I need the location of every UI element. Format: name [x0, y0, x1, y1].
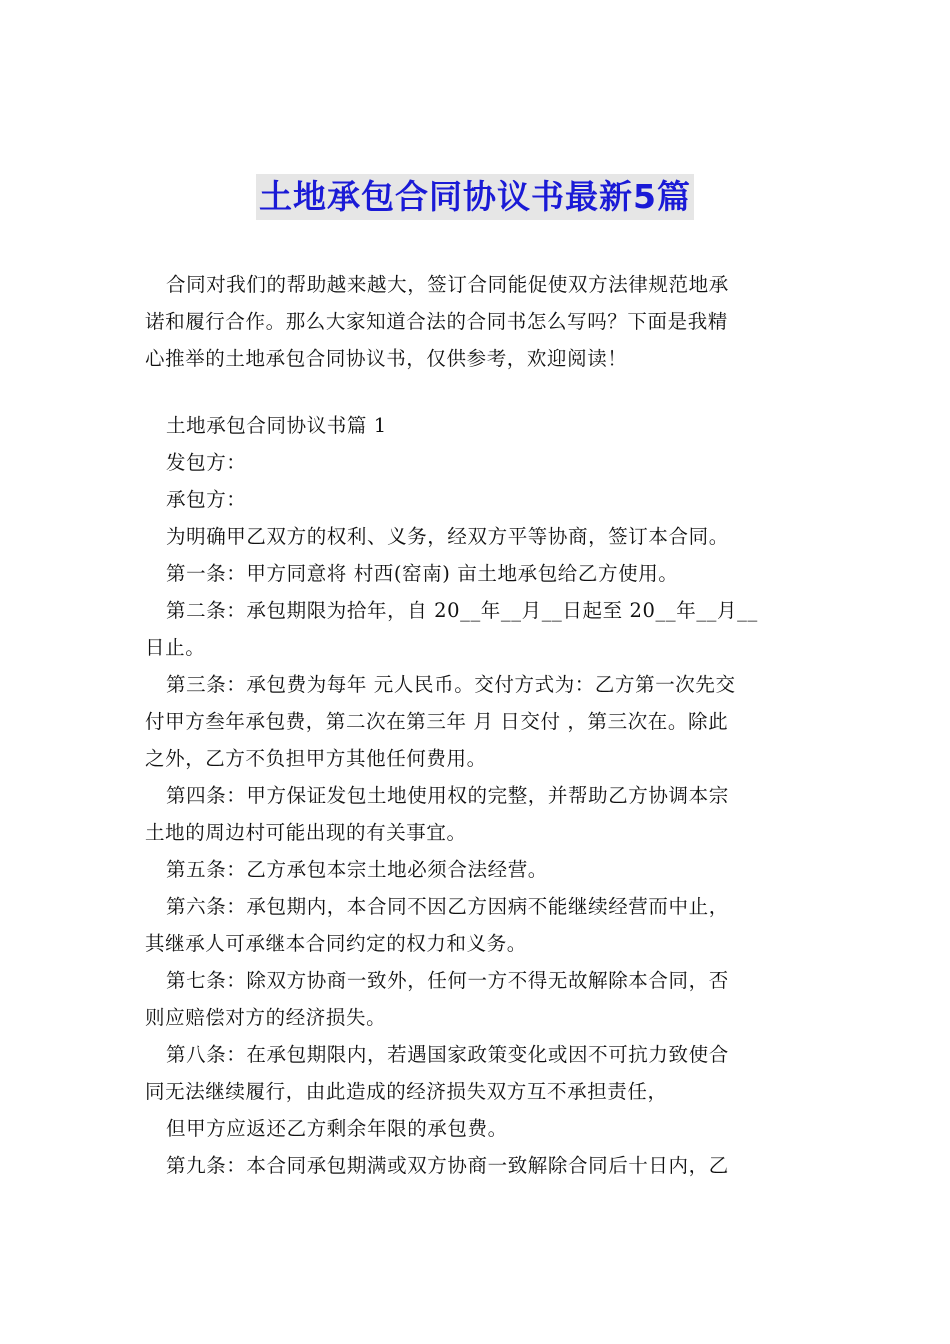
clause-line: 第四条：甲方保证发包土地使用权的完整，并帮助乙方协调本宗	[166, 784, 729, 807]
clause-line: 日止。	[145, 636, 206, 659]
clause-line: 第七条：除双方协商一致外，任何一方不得无故解除本合同，否	[166, 969, 729, 992]
clause-line: 第二条：承包期限为拾年，自 20__年__月__日起至 20__年__月__	[166, 599, 758, 622]
title-container	[0, 174, 950, 220]
party-b-label: 承包方：	[166, 488, 247, 511]
clause-line: 第一条：甲方同意将 村西(窑南) 亩土地承包给乙方使用。	[166, 562, 679, 585]
clause-line: 土地的周边村可能出现的有关事宜。	[145, 821, 467, 844]
clause-line: 同无法继续履行，由此造成的经济损失双方互不承担责任，	[145, 1080, 668, 1103]
clause-line: 为明确甲乙双方的权利、义务，经双方平等协商，签订本合同。	[166, 525, 729, 548]
clause-line: 第五条：乙方承包本宗土地必须合法经营。	[166, 858, 548, 881]
clause-line: 第六条：承包期内，本合同不因乙方因病不能继续经营而中止，	[166, 895, 729, 918]
clause-line: 其继承人可承继本合同约定的权力和义务。	[145, 932, 527, 955]
clause-line: 之外，乙方不负担甲方其他任何费用。	[145, 747, 487, 770]
clause-line: 第九条：本合同承包期满或双方协商一致解除合同后十日内，乙	[166, 1154, 729, 1177]
clause-line: 则应赔偿对方的经济损失。	[145, 1006, 387, 1029]
intro-paragraph-line: 合同对我们的帮助越来越大，签订合同能促使双方法律规范地承	[166, 273, 729, 296]
clause-line: 第三条：承包费为每年 元人民币。交付方式为：乙方第一次先交	[166, 673, 736, 696]
document-title: 土地承包合同协议书最新5篇	[256, 174, 694, 220]
party-a-label: 发包方：	[166, 451, 247, 474]
clause-line: 但甲方应返还乙方剩余年限的承包费。	[166, 1117, 508, 1140]
clause-line: 第八条：在承包期限内，若遇国家政策变化或因不可抗力致使合	[166, 1043, 729, 1066]
paragraph-gap	[145, 377, 807, 407]
clause-line: 付甲方叁年承包费，第二次在第三年 月 日交付 ，第三次在。除此	[145, 710, 729, 733]
intro-paragraph-line: 诺和履行合作。那么大家知道合法的合同书怎么写吗？下面是我精	[145, 310, 728, 333]
intro-paragraph-line: 心推举的土地承包合同协议书，仅供参考，欢迎阅读！	[145, 347, 628, 370]
document-body	[145, 266, 807, 1184]
section-heading: 土地承包合同协议书篇 1	[166, 414, 387, 437]
